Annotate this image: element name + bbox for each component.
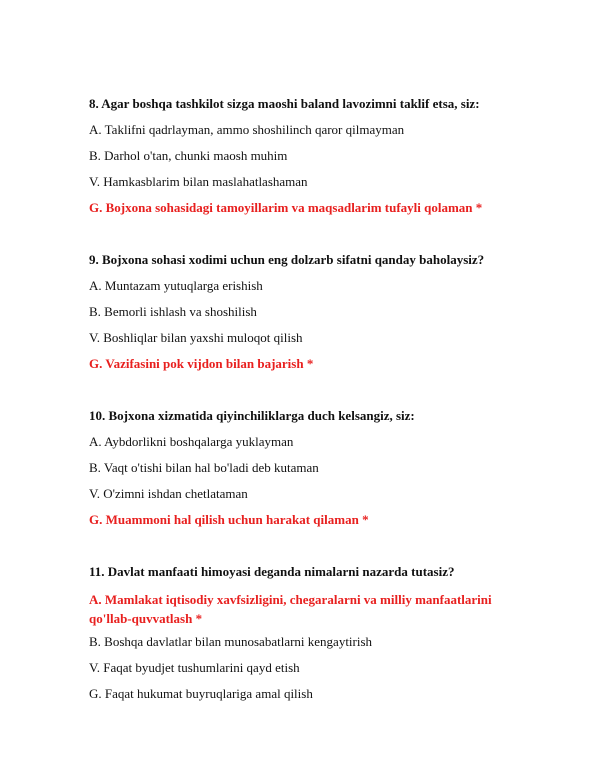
question-10 (89, 408, 519, 538)
question-title: 9. Bojxona sohasi xodimi uchun eng dolzarb sifatni qanday baholaysiz? (89, 252, 485, 267)
correct-answer-option: G. Bojxona sohasidagi tamoyillarim va maqsadlarim tufayli qolaman * (89, 200, 483, 215)
answer-option: B. Boshqa davlatlar bilan munosabatlarni kengaytirish (89, 634, 373, 649)
answer-option: V. Faqat byudjet tushumlarini qayd etish (89, 660, 300, 675)
answer-option: B. Vaqt o'tishi bilan hal bo'ladi deb kutaman (89, 460, 319, 475)
question-title: 11. Davlat manfaati himoyasi deganda nimalarni nazarda tutasiz? (89, 564, 455, 579)
correct-answer-option: G. Vazifasini pok vijdon bilan bajarish * (89, 356, 314, 371)
answer-option: V. Boshliqlar bilan yaxshi muloqot qilish (89, 330, 303, 345)
question-8 (89, 96, 519, 226)
answer-option: B. Bemorli ishlash va shoshilish (89, 304, 257, 319)
answer-option: A. Taklifni qadrlayman, ammo shoshilinch qaror qilmayman (89, 122, 405, 137)
answer-option: V. O'zimni ishdan chetlataman (89, 486, 248, 501)
question-title: 8. Agar boshqa tashkilot sizga maoshi baland lavozimni taklif etsa, siz: (89, 96, 480, 111)
answer-option: G. Faqat hukumat buyruqlariga amal qilish (89, 686, 313, 701)
answer-option: A. Muntazam yutuqlarga erishish (89, 278, 263, 293)
correct-answer-option: A. Mamlakat iqtisodiy xavfsizligini, chegaralarni va milliy manfaatlarini qo'llab-quvvatlash * (89, 592, 492, 626)
answer-option: V. Hamkasblarim bilan maslahatlashaman (89, 174, 308, 189)
answer-option: B. Darhol o'tan, chunki maosh muhim (89, 148, 288, 163)
question-11 (89, 564, 519, 712)
question-title: 10. Bojxona xizmatida qiyinchiliklarga duch kelsangiz, siz: (89, 408, 415, 423)
answer-option: A. Aybdorlikni boshqalarga yuklayman (89, 434, 294, 449)
correct-answer-option: G. Muammoni hal qilish uchun harakat qilaman * (89, 512, 369, 527)
question-9 (89, 252, 519, 382)
